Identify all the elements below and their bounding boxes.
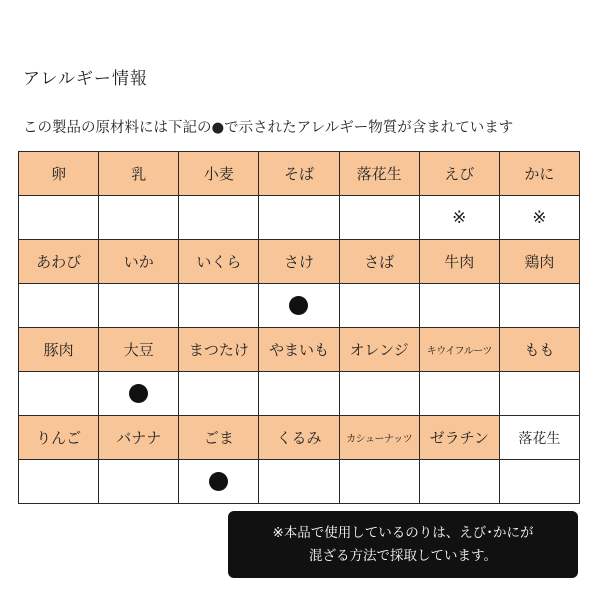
allergen-value-cell — [19, 284, 99, 328]
allergen-value-cell — [179, 284, 259, 328]
allergen-name-cell: 豚肉 — [19, 328, 99, 372]
allergen-name-cell: いか — [99, 240, 179, 284]
allergen-name-cell: オレンジ — [339, 328, 419, 372]
allergen-value-cell — [259, 372, 339, 416]
allergen-header-row — [19, 328, 580, 372]
note-mark: ※ — [532, 207, 547, 228]
allergen-value-cell — [19, 460, 99, 504]
allergen-value-cell — [179, 196, 259, 240]
allergen-name-cell: 乳 — [99, 152, 179, 196]
allergen-value-cell — [179, 460, 259, 504]
allergen-name-cell: かに — [499, 152, 579, 196]
allergen-value-cell — [339, 372, 419, 416]
allergen-name-cell: 大豆 — [99, 328, 179, 372]
allergen-name-cell: まつたけ — [179, 328, 259, 372]
allergen-header-row — [19, 240, 580, 284]
allergen-value-row — [19, 372, 580, 416]
allergen-value-cell — [99, 284, 179, 328]
allergen-name-cell: いくら — [179, 240, 259, 284]
allergen-name-cell: もも — [499, 328, 579, 372]
allergen-value-cell — [499, 196, 579, 240]
allergen-name-cell: くるみ — [259, 416, 339, 460]
allergen-value-row — [19, 460, 580, 504]
allergen-name-cell: バナナ — [99, 416, 179, 460]
allergen-value-cell — [99, 372, 179, 416]
allergen-name-cell: そば — [259, 152, 339, 196]
allergen-value-cell — [499, 372, 579, 416]
allergen-value-cell — [99, 196, 179, 240]
allergen-value-cell — [99, 460, 179, 504]
allergen-name-cell: 牛肉 — [419, 240, 499, 284]
allergen-value-cell — [259, 460, 339, 504]
allergen-value-cell — [339, 460, 419, 504]
allergen-name-cell: 鶏肉 — [499, 240, 579, 284]
allergen-name-cell: りんご — [19, 416, 99, 460]
allergen-value-cell — [179, 372, 259, 416]
allergen-value-cell — [259, 284, 339, 328]
contains-mark-icon — [129, 384, 148, 403]
allergen-name-cell: やまいも — [259, 328, 339, 372]
note-line-2: 混ざる方法で採取しています。 — [309, 547, 497, 564]
page-title: アレルギー情報 — [23, 69, 148, 89]
allergen-description: この製品の原材料には下記の●で示されたアレルギー物質が含まれています — [23, 120, 514, 136]
allergen-name-cell: 卵 — [19, 152, 99, 196]
allergen-value-cell — [339, 196, 419, 240]
allergen-name-cell: カシューナッツ — [339, 416, 419, 460]
allergen-value-cell — [419, 460, 499, 504]
allergen-value-row — [19, 284, 580, 328]
allergen-name-cell: キウイフルーツ — [419, 328, 499, 372]
allergen-name-cell: さば — [339, 240, 419, 284]
allergen-value-cell — [499, 284, 579, 328]
allergen-value-cell — [499, 460, 579, 504]
allergen-value-cell — [339, 284, 419, 328]
allergen-name-cell: 小麦 — [179, 152, 259, 196]
note-box — [228, 511, 578, 578]
allergen-name-cell: ゼラチン — [419, 416, 499, 460]
allergen-name-cell: さけ — [259, 240, 339, 284]
allergen-header-row — [19, 152, 580, 196]
allergen-table — [18, 151, 580, 504]
allergen-value-row — [19, 196, 580, 240]
allergen-name-cell: あわび — [19, 240, 99, 284]
contains-mark-icon — [289, 296, 308, 315]
allergen-name-cell: えび — [419, 152, 499, 196]
contains-mark-icon — [209, 472, 228, 491]
allergen-header-row — [19, 416, 580, 460]
allergen-value-cell — [19, 196, 99, 240]
allergen-value-cell — [419, 372, 499, 416]
allergen-name-cell: ごま — [179, 416, 259, 460]
allergen-value-cell — [19, 372, 99, 416]
allergen-value-cell — [419, 196, 499, 240]
note-mark: ※ — [452, 207, 467, 228]
allergen-value-cell — [259, 196, 339, 240]
allergen-name-cell: 落花生 — [499, 416, 579, 460]
allergen-value-cell — [419, 284, 499, 328]
allergen-name-cell: 落花生 — [339, 152, 419, 196]
note-line-1: ※本品で使用しているのりは、えび･かにが — [272, 524, 534, 541]
